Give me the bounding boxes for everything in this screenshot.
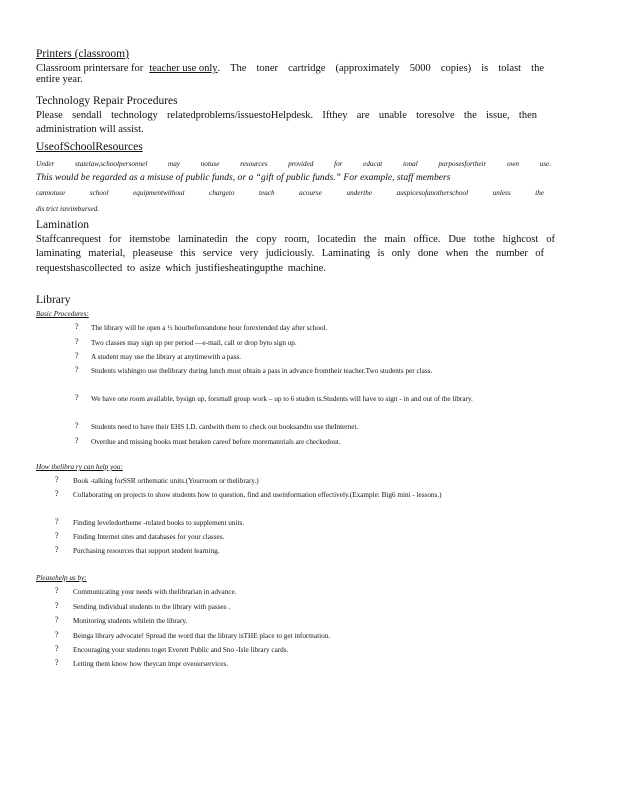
printers-teacher-only: teacher use only xyxy=(149,63,218,74)
help-heading: How thelibra ry can help you: xyxy=(36,463,123,471)
printers-line2: entire year. xyxy=(36,74,83,85)
basic-procedures-heading: Basic Procedures: xyxy=(36,310,89,318)
list-item: A student may use the library at anytimewith a pass. xyxy=(91,353,242,361)
bullet-glyph: ? xyxy=(55,601,59,610)
lamination-line1: Staffcanrequest for itemstobe laminatedin the copy room, locatedin the main office. Due tothe highcost of xyxy=(36,234,555,245)
lamination-line2: laminating material, pleaseuse this service very judiciously. Laminating is only done when the number of xyxy=(36,248,544,259)
bullet-glyph: ? xyxy=(75,365,79,374)
list-item: Monitoring students whilein the library. xyxy=(73,617,188,625)
list-item: Communicating your needs with thelibrarian in advance. xyxy=(73,588,237,596)
please-help-heading: Pleasehelp us by: xyxy=(36,574,87,582)
bullet-glyph: ? xyxy=(75,322,79,331)
list-item: Finding leveledortheme -related books to supplement units. xyxy=(73,519,245,527)
lamination-heading: Lamination xyxy=(36,219,90,231)
list-item: Students wishingto use thelibrary during lunch must obtain a pass in advance fromtheir teacher.Two students per class. xyxy=(91,367,433,375)
bullet-glyph: ? xyxy=(55,489,59,498)
list-item: Collaborating on projects to show students how to question, find and useinformation effectively.(Example: Big6 mini - lessons.) xyxy=(73,491,442,499)
list-item: We have one room available, bysign up, forsmall group work – up to 6 studen ts.Students will have to sign - in and out of the library. xyxy=(91,395,473,403)
bullet-glyph: ? xyxy=(75,337,79,346)
lamination-line3: requestshascollected to asize which justifiesheatingupthe machine. xyxy=(36,263,326,274)
bullet-glyph: ? xyxy=(55,545,59,554)
list-item: Overdue and missing books must betaken careof before morematerials are checkedout. xyxy=(91,438,341,446)
bullet-glyph: ? xyxy=(75,421,79,430)
printers-heading: Printers (classroom) xyxy=(36,48,129,60)
bullet-glyph: ? xyxy=(55,475,59,484)
tech-line2: administration will assist. xyxy=(36,124,144,135)
resources-line3: cannotuse school equipmentwithout chargeto teach acourse underthe auspicesofanotherschool unless the xyxy=(36,189,544,197)
resources-line1: Under statelaw,schoolpersonnel may notuse resources provided for educat ional purposesfortheir own use. xyxy=(36,160,551,168)
list-item: Encouraging your students toget Everett Public and Sno -Isle library cards. xyxy=(73,646,289,654)
resources-line4: dis trict isreimbursed. xyxy=(36,205,100,213)
bullet-glyph: ? xyxy=(75,393,79,402)
bullet-glyph: ? xyxy=(55,586,59,595)
list-item: Beinga library advocate! Spread the word that the library isTHE place to get information. xyxy=(73,632,331,640)
list-item: Letting them know how theycan impr oveourservices. xyxy=(73,660,229,668)
bullet-glyph: ? xyxy=(55,644,59,653)
printers-paragraph xyxy=(36,63,544,85)
list-item: Two classes may sign up per period —e-mail, call or drop byto sign up. xyxy=(91,339,297,347)
bullet-glyph: ? xyxy=(55,517,59,526)
resources-line2: This would be regarded as a misuse of public funds, or a “gift of public funds.” For example, staff members xyxy=(36,172,451,183)
list-item: Finding Internet sites and databases for your classes. xyxy=(73,533,225,541)
bullet-glyph: ? xyxy=(75,436,79,445)
bullet-glyph: ? xyxy=(75,351,79,360)
library-heading: Library xyxy=(36,294,71,306)
bullet-glyph: ? xyxy=(55,630,59,639)
bullet-glyph: ? xyxy=(55,615,59,624)
list-item: Book -talking forSSR orthematic units.(Yourroom or thelibrary.) xyxy=(73,477,259,485)
printers-text-b: . The toner cartridge (approximately 5000 copies) is tolast the xyxy=(217,63,544,74)
list-item: Students need to have their EHS I.D. cardwith them to check out booksandto use theInternet. xyxy=(91,423,359,431)
list-item: Sending individual students to the library with passes . xyxy=(73,603,231,611)
tech-heading: Technology Repair Procedures xyxy=(36,95,178,107)
list-item: Purchasing resources that support student learning. xyxy=(73,547,220,555)
bullet-glyph: ? xyxy=(55,531,59,540)
bullet-glyph: ? xyxy=(55,658,59,667)
resources-heading: UseofSchoolResources xyxy=(36,141,143,153)
tech-line1: Please sendall technology relatedproblems/issuestoHelpdesk. Ifthey are unable toresolve the issue, then xyxy=(36,110,537,121)
printers-text-a: Classroom printersare for xyxy=(36,63,144,74)
list-item: The library will be open a ½ hourbeforeandone hour forextended day after school. xyxy=(91,324,328,332)
